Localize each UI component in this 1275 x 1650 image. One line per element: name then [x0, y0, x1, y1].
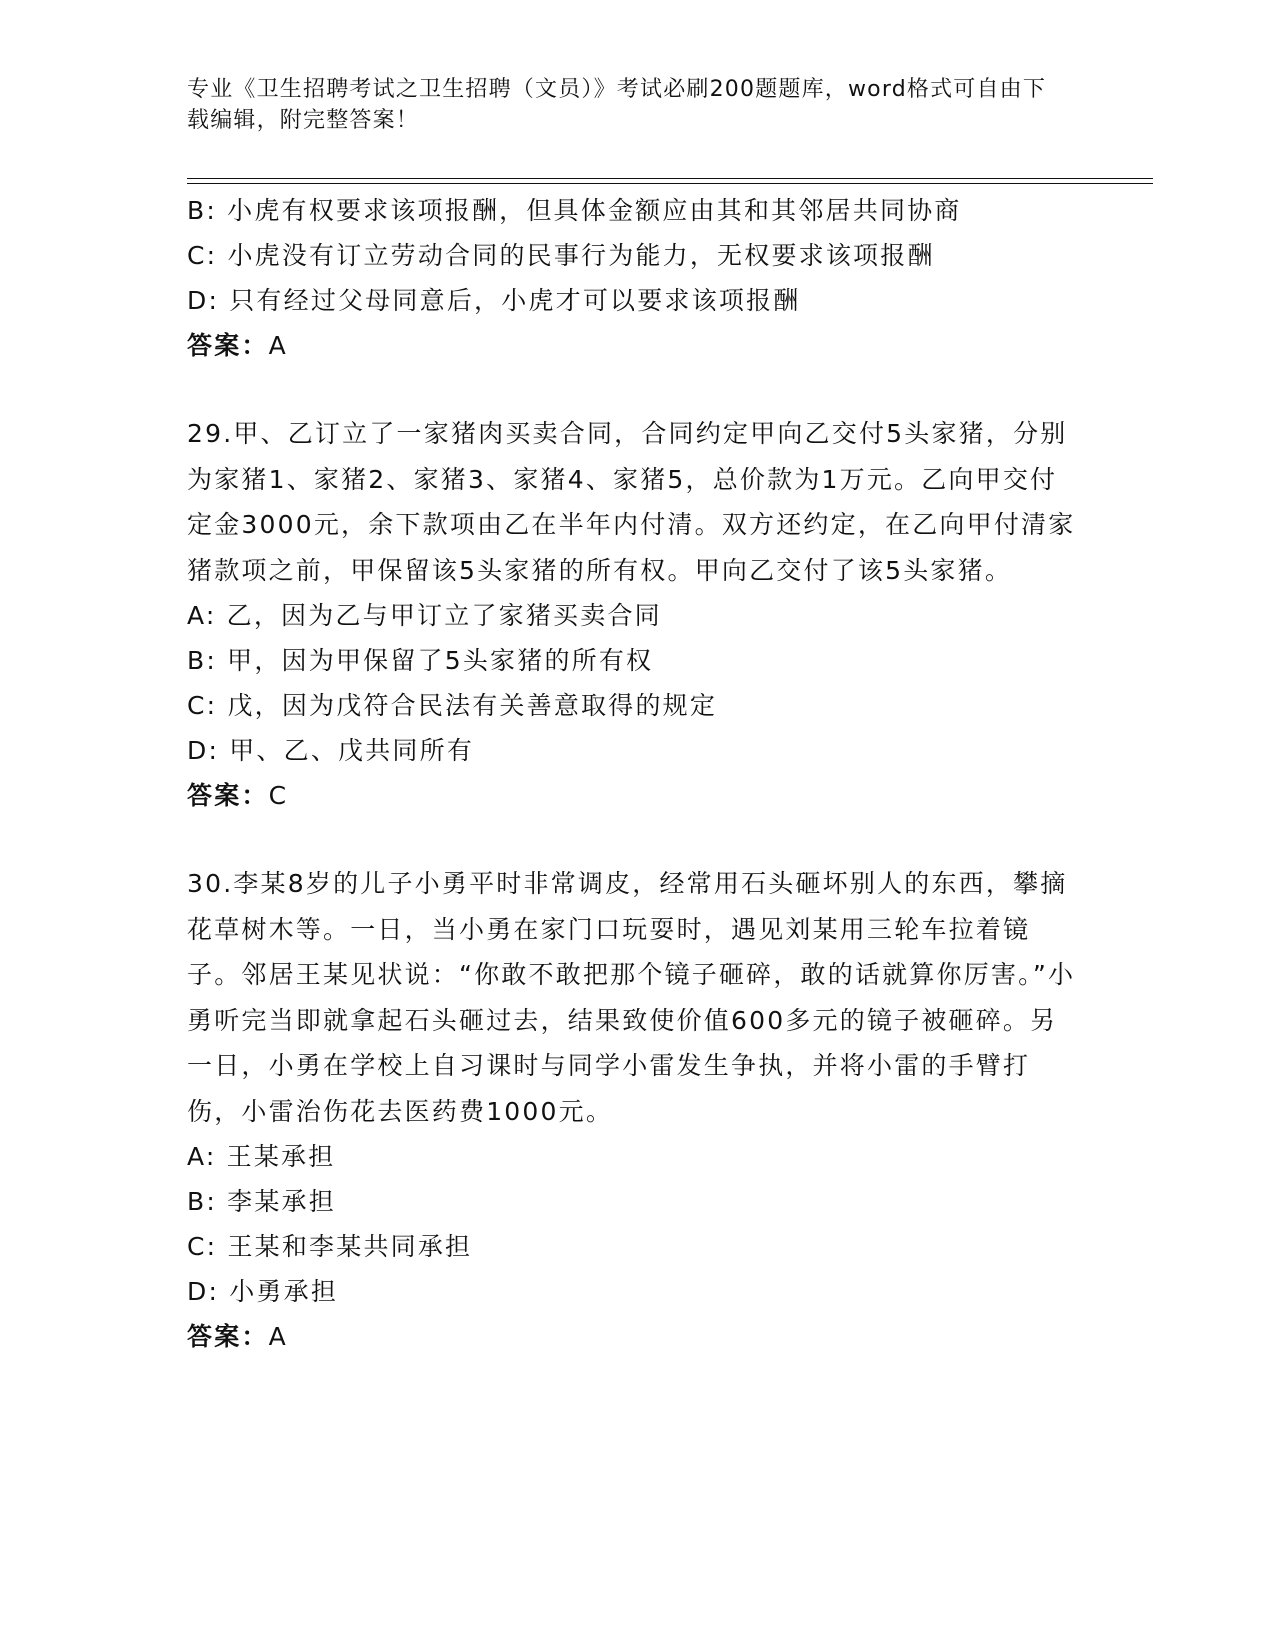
header-divider-top [187, 178, 1153, 179]
option-letter: A: [187, 1142, 217, 1171]
option-text: 王某和李某共同承担 [227, 1232, 473, 1261]
option-letter: D: [187, 1277, 220, 1306]
option-letter: B: [187, 646, 217, 675]
option-text: 甲，因为甲保留了5头家猪的所有权 [227, 646, 654, 675]
option-text: 小虎有权要求该项报酬，但具体金额应由其和其邻居共同协商 [227, 196, 962, 225]
option-text: 王某承担 [226, 1142, 336, 1171]
answer-value: A [268, 1322, 288, 1351]
option-d [187, 278, 1087, 323]
option-letter: C: [187, 241, 218, 270]
option-d [187, 1269, 1087, 1314]
option-text: 乙，因为乙与甲订立了家猪买卖合同 [226, 601, 662, 630]
question-text: 30.李某8岁的儿子小勇平时非常调皮，经常用石头砸坏别人的东西，攀摘花草树木等。一日，当小勇在家门口玩耍时，遇见刘某用三轮车拉着镜子。邻居王某见状说：“你敢不敢把那个镜子砸碎，敢的话就算你厉害。”小勇听完当即就拿起石头砸过去，结果致使价值600多元的镜子被砸碎。另一日，小勇在学校上自习课时与同学小雷发生争执，并将小雷的手臂打伤，小雷治伤花去医药费1000元。 [187, 869, 1076, 1126]
option-text: 李某承担 [227, 1187, 336, 1216]
option-d [187, 728, 1087, 773]
option-text: 甲、乙、戊共同所有 [229, 736, 475, 765]
option-text: 只有经过父母同意后，小虎才可以要求该项报酬 [229, 286, 801, 315]
answer-label: 答案： [187, 1322, 269, 1351]
option-letter: D: [187, 286, 220, 315]
option-a [187, 1134, 1087, 1179]
option-b [187, 1179, 1087, 1224]
answer-label: 答案： [187, 331, 269, 360]
option-letter: C: [187, 1232, 218, 1261]
question-28-continued [187, 188, 1087, 369]
option-b [187, 638, 1087, 683]
answer-label: 答案： [187, 781, 269, 810]
header-divider-bottom [187, 183, 1153, 184]
option-c [187, 683, 1087, 728]
option-text: 小勇承担 [229, 1277, 339, 1306]
option-a [187, 593, 1087, 638]
option-text: 小虎没有订立劳动合同的民事行为能力，无权要求该项报酬 [227, 241, 935, 270]
question-text: 29.甲、乙订立了一家猪肉买卖合同，合同约定甲向乙交付5头家猪，分别为家猪1、家猪2、家猪3、家猪4、家猪5，总价款为1万元。乙向甲交付定金3000元，余下款项由乙在半年内付清。双方还约定，在乙向甲付清家猪款项之前，甲保留该5头家猪的所有权。甲向乙交付了该5头家猪。 [187, 419, 1076, 585]
option-letter: B: [187, 196, 217, 225]
document-body [187, 188, 1087, 1360]
question-30 [187, 861, 1087, 1360]
spacer [187, 369, 1087, 411]
option-letter: D: [187, 736, 220, 765]
answer-line [187, 323, 1087, 369]
option-letter: A: [187, 601, 217, 630]
answer-value: A [268, 331, 288, 360]
header-title: 专业《卫生招聘考试之卫生招聘（文员）》考试必刷200题题库，word格式可自由下载编辑，附完整答案！ [187, 77, 1047, 133]
option-text: 戊，因为戊符合民法有关善意取得的规定 [227, 691, 718, 720]
option-letter: B: [187, 1187, 217, 1216]
question-29 [187, 411, 1087, 819]
document-header [187, 74, 1067, 136]
option-c [187, 233, 1087, 278]
option-b [187, 188, 1087, 233]
spacer [187, 819, 1087, 861]
answer-line [187, 1314, 1087, 1360]
option-letter: C: [187, 691, 218, 720]
answer-value: C [268, 781, 289, 810]
answer-line [187, 773, 1087, 819]
option-c [187, 1224, 1087, 1269]
